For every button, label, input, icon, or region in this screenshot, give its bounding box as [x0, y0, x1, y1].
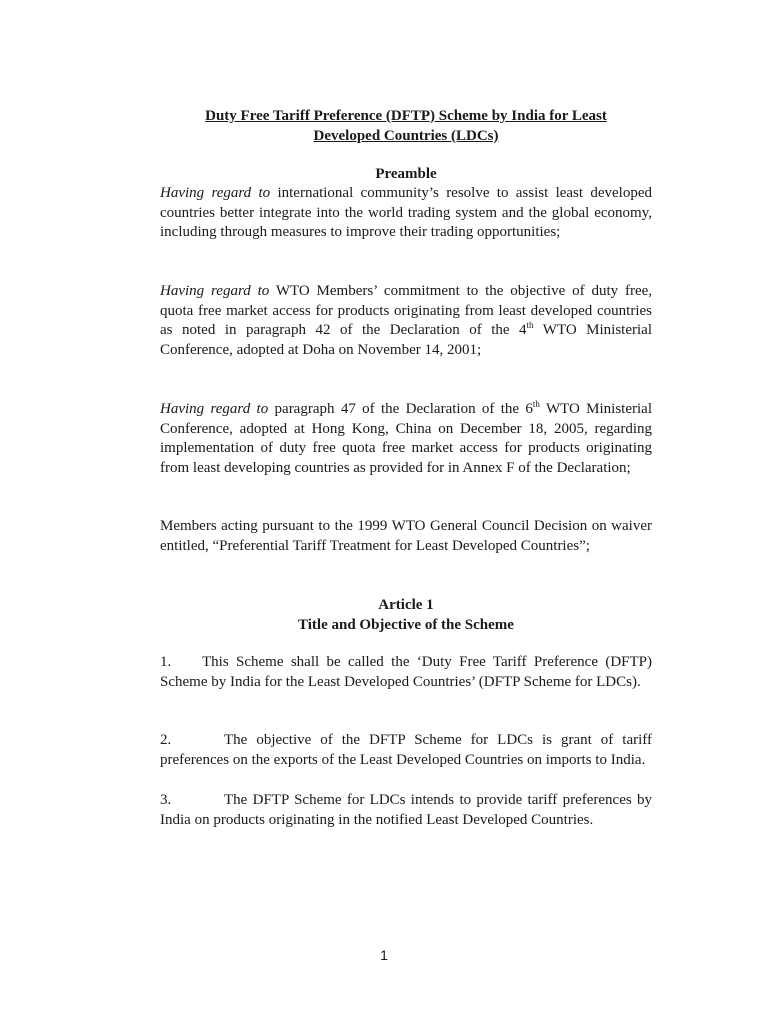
clause-text: This Scheme shall be called the ‘Duty Free Tariff Preference (DFTP) Scheme by India for the Least Developed Countries’ (DFTP Scheme for LDCs).	[160, 654, 652, 690]
clause-1	[160, 653, 652, 692]
preamble-heading: Preamble	[375, 166, 437, 182]
paragraph-text-a: WTO Members’ commitment to the objective of duty free, quota free market access for products originating from least developed countries as noted in paragraph 42 of the Declaration of the 4	[160, 283, 653, 339]
paragraph-lead: Having regard to	[160, 283, 270, 299]
article-heading: Article 1	[378, 597, 434, 613]
clause-text: The objective of the DFTP Scheme for LDCs is grant of tariff preferences on the exports of the Least Developed Countries on imports to India.	[160, 732, 652, 768]
clause-3	[160, 791, 652, 830]
paragraph-text: Members acting pursuant to the 1999 WTO General Council Decision on waiver entitled, “Preferential Tariff Treatment for Least Developed Countries”;	[160, 518, 652, 554]
clause-text: The DFTP Scheme for LDCs intends to provide tariff preferences by India on products originating in the notified Least Developed Countries.	[160, 792, 652, 828]
paragraph-lead: Having regard to	[160, 185, 271, 201]
preamble-paragraph-4	[160, 517, 652, 556]
clause-number: 2.	[160, 732, 172, 748]
ordinal-superscript: th	[526, 320, 534, 331]
paragraph-text-b: WTO Ministerial Conference, adopted at Hong Kong, China on December 18, 2005, regarding implementation of duty free quota free market access for products originating from least developing countries as provided for in Annex F of the Declaration;	[160, 401, 652, 476]
ordinal-superscript: th	[532, 399, 540, 409]
page-number: 1	[380, 947, 388, 963]
document-title	[160, 106, 652, 146]
preamble-paragraph-2	[160, 282, 652, 360]
clause-number: 1.	[160, 654, 172, 670]
title-line-1: Duty Free Tariff Preference (DFTP) Scheme by India for Least	[205, 108, 607, 124]
paragraph-text: international community’s resolve to assist least developed countries better integrate into the world trading system and the global economy, including through measures to improve their trading opportunities;	[160, 185, 653, 241]
paragraph-text-b: WTO Ministerial Conference, adopted at Doha on November 14, 2001;	[160, 322, 652, 358]
clause-number: 3.	[160, 792, 172, 808]
paragraph-lead: Having regard to	[160, 401, 269, 417]
article-subheading: Title and Objective of the Scheme	[298, 617, 514, 633]
paragraph-text-a: paragraph 47 of the Declaration of the 6	[268, 401, 533, 417]
clause-2	[160, 731, 652, 770]
preamble-paragraph-3	[160, 400, 652, 478]
preamble-paragraph-1	[160, 184, 652, 243]
title-line-2: Developed Countries (LDCs)	[313, 128, 499, 144]
